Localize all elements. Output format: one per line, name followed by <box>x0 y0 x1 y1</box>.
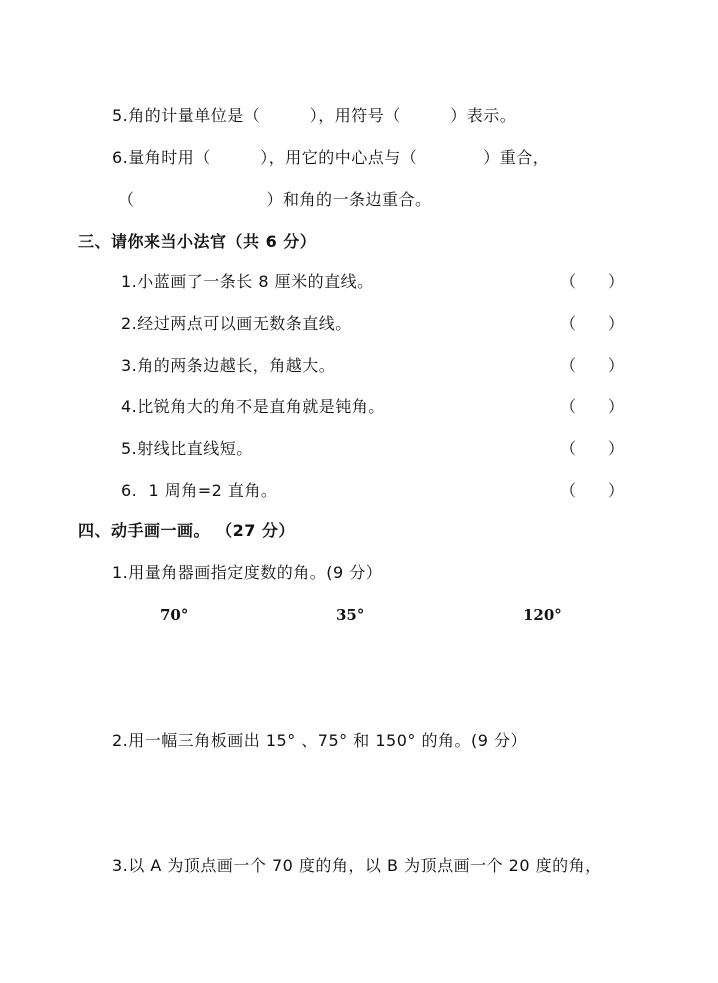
section3-title: 三、请你来当小法官（共 6 分） <box>78 232 317 251</box>
judgement-answer-6[interactable]: （ ） <box>560 481 625 500</box>
judgement-answer-4[interactable]: （ ） <box>560 397 625 416</box>
judgement-item-5: 5.射线比直线短。 <box>121 439 253 458</box>
judgement-item-6: 6. 1 周角=2 直角。 <box>121 481 278 500</box>
judgement-answer-3[interactable]: （ ） <box>560 356 625 375</box>
judgement-answer-2[interactable]: （ ） <box>560 314 625 333</box>
degree-label-70: 70° <box>160 606 189 624</box>
section4-title: 四、动手画一画。 （27 分） <box>78 521 295 540</box>
draw-q2: 2.用一幅三角板画出 15° 、75° 和 150° 的角。(9 分） <box>112 731 527 750</box>
fill-blank-q6-line2: （ ）和角的一条边重合。 <box>118 190 432 209</box>
judgement-answer-1[interactable]: （ ） <box>560 272 625 291</box>
judgement-answer-5[interactable]: （ ） <box>560 439 625 458</box>
draw-q3: 3.以 A 为顶点画一个 70 度的角，以 B 为顶点画一个 20 度的角， <box>112 856 602 875</box>
judgement-item-1: 1.小蓝画了一条长 8 厘米的直线。 <box>121 272 374 291</box>
draw-q1: 1.用量角器画指定度数的角。(9 分） <box>112 563 383 582</box>
judgement-item-4: 4.比锐角大的角不是直角就是钝角。 <box>121 397 385 416</box>
fill-blank-q6-line1: 6.量角时用（ ），用它的中心点与（ ）重合， <box>112 148 550 167</box>
judgement-item-3: 3.角的两条边越长，角越大。 <box>121 356 336 375</box>
fill-blank-q5: 5.角的计量单位是（ ），用符号（ ）表示。 <box>112 106 517 125</box>
degree-label-35: 35° <box>336 606 365 624</box>
degree-label-120: 120° <box>523 606 562 624</box>
judgement-item-2: 2.经过两点可以画无数条直线。 <box>121 314 352 333</box>
